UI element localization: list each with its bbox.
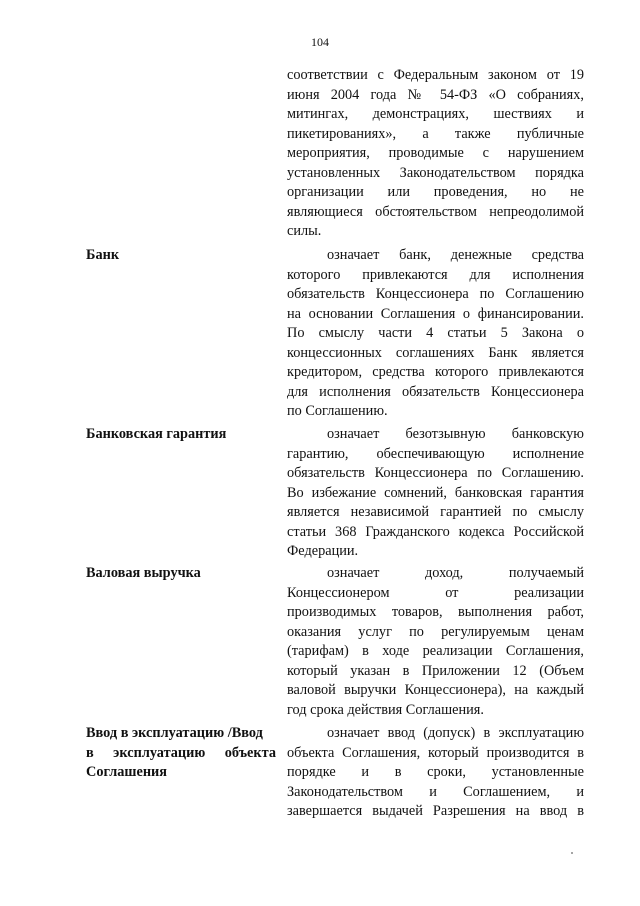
text-line: Федерации.	[287, 543, 359, 559]
text-line: год срока действия Соглашения.	[287, 701, 484, 718]
text-line: По смыслу части 4 статьи 5 Закона о	[287, 325, 584, 341]
text-line: (тарифам) в ходе реализации Соглашения,	[287, 643, 584, 659]
text-line: означает доход, получаемый	[327, 565, 584, 581]
text-line: валовой выручки Концессионера), на каждый	[287, 682, 584, 698]
continuation-paragraph	[287, 66, 584, 242]
term-gross-revenue: Валовая выручка	[86, 565, 201, 581]
term-line: Ввод в эксплуатацию /Ввод	[86, 725, 263, 741]
text-line: который указан в Приложении 12 (Объем	[287, 662, 584, 679]
text-line: статьи 368 Гражданского кодекса Российской	[287, 523, 584, 540]
text-line: оказания услуг по регулируемым ценам	[287, 623, 584, 640]
text-line: соответствии с Федеральным законом от 19	[287, 67, 584, 83]
text-line: кредитором, средства которого привлекаются	[287, 364, 584, 380]
text-line: объекта Соглашения, который производится в	[287, 744, 584, 761]
text-line: производимых товаров, выполнения работ,	[287, 604, 584, 620]
text-line: завершается выдачей Разрешения на ввод в	[287, 803, 584, 819]
term-bank-guarantee: Банковская гарантия	[86, 426, 227, 442]
text-line: Во избежание сомнений, банковская гарантия	[287, 484, 584, 501]
text-line: июня 2004 года № 54-ФЗ «О собраниях,	[287, 86, 584, 103]
text-line: мероприятия, проводимые с нарушением	[287, 145, 584, 161]
text-line: митингах, демонстрациях, шествиях и	[287, 106, 584, 122]
text-line: означает ввод (допуск) в эксплуатацию	[327, 725, 584, 741]
term-line: Соглашения	[86, 764, 168, 780]
text-line: Законодательством и Соглашением, и	[287, 783, 584, 800]
text-line: на основании Соглашения о финансировании.	[287, 305, 584, 322]
page-number: 104	[311, 35, 329, 49]
text-line: порядке и в сроки, установленные	[287, 764, 584, 780]
text-line: означает банк, денежные средства	[327, 247, 584, 263]
definition-bank	[287, 246, 584, 422]
text-line: гарантию, обеспечивающую исполнение	[287, 445, 584, 462]
text-line: концессионных соглашениях Банк является	[287, 344, 584, 361]
text-line: для исполнения обязательств Концессионера	[287, 383, 584, 400]
definition-commissioning	[287, 724, 584, 822]
definition-gross-revenue	[287, 564, 584, 720]
text-line: силы.	[287, 223, 322, 239]
text-line: организации или проведения, но не	[287, 184, 584, 200]
term-bank: Банк	[86, 247, 120, 263]
definition-bank-guarantee	[287, 425, 584, 562]
scan-speck	[571, 852, 573, 854]
term-line: в эксплуатацию объекта	[86, 744, 276, 761]
text-line: являющиеся обстоятельством непреодолимой	[287, 203, 584, 220]
text-line: установленных Законодательством порядка	[287, 164, 584, 181]
text-line: является независимой гарантией по смыслу	[287, 504, 584, 520]
text-line: пикетированиях», а также публичные	[287, 125, 584, 142]
text-line: обязательств Концессионера по Соглашению	[287, 286, 584, 302]
term-commissioning	[86, 724, 286, 783]
text-line: которого привлекаются для исполнения	[287, 266, 584, 283]
text-line: означает безотзывную банковскую	[327, 426, 584, 442]
text-line: обязательств Концессионера по Соглашению.	[287, 465, 584, 481]
text-line: Концессионером от реализации	[287, 584, 584, 601]
text-line: по Соглашению.	[287, 403, 388, 419]
